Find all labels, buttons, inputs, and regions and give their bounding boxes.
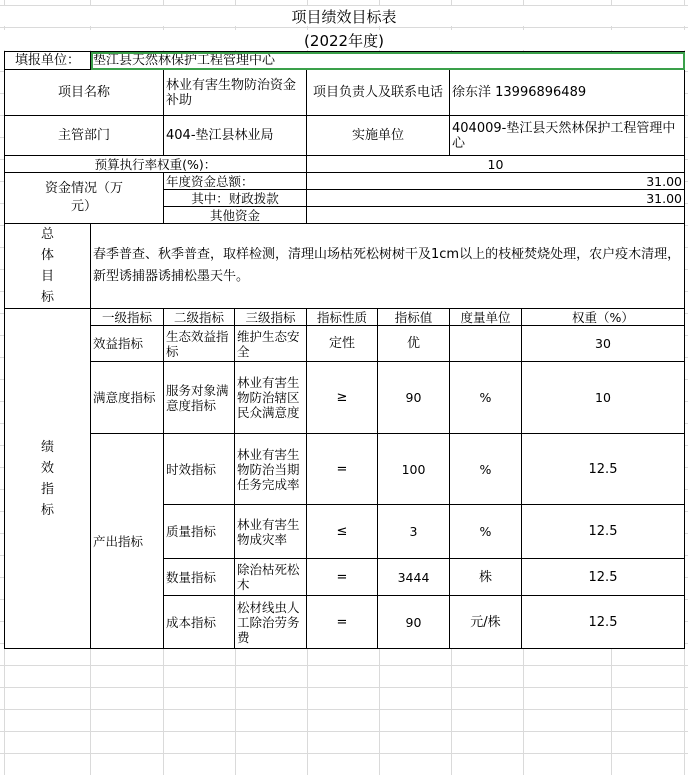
goal-label-text: 总体目标: [40, 227, 54, 305]
header-level3: 三级指标: [235, 309, 307, 326]
budget-label: 预算执行率权重(%)：: [5, 156, 307, 173]
dept-value[interactable]: 404-垫江县林业局: [164, 116, 307, 156]
grid-line: [0, 731, 688, 732]
grid-line: [0, 753, 688, 754]
perf-label: [5, 309, 91, 649]
row-weight[interactable]: 12.5: [522, 505, 685, 559]
goal-label: [5, 224, 91, 309]
row-unit[interactable]: [450, 326, 522, 362]
budget-value[interactable]: 10: [307, 156, 685, 173]
row-level2[interactable]: 质量指标: [164, 505, 235, 559]
row-weight[interactable]: 30: [522, 326, 685, 362]
unit-label: 填报单位：: [5, 52, 91, 70]
grid-line: [0, 665, 688, 666]
row-value[interactable]: 优: [378, 326, 450, 362]
funds-total-label: 年度资金总额：: [164, 173, 307, 190]
row-level3[interactable]: 松材线虫人工除治劳务费: [235, 596, 307, 649]
header-level1: 一级指标: [91, 309, 164, 326]
performance-table: [4, 51, 685, 649]
row-nature[interactable]: =: [307, 596, 378, 649]
funds-label-text: 资金情况（万元）: [44, 181, 123, 214]
row-weight[interactable]: 12.5: [522, 596, 685, 649]
row-level2[interactable]: 时效指标: [164, 434, 235, 505]
row-unit[interactable]: 株: [450, 559, 522, 596]
row-level3[interactable]: 林业有害生物成灾率: [235, 505, 307, 559]
row-nature[interactable]: =: [307, 559, 378, 596]
row-weight[interactable]: 12.5: [522, 559, 685, 596]
header-weight: 权重（%）: [522, 309, 685, 326]
row-level2[interactable]: 成本指标: [164, 596, 235, 649]
table-row: [5, 326, 685, 362]
header-unit: 度量单位: [450, 309, 522, 326]
header-value: 指标值: [378, 309, 450, 326]
header-level2: 二级指标: [164, 309, 235, 326]
grid-line: [0, 27, 688, 28]
row-level2[interactable]: 服务对象满意度指标: [164, 362, 235, 434]
row-unit[interactable]: %: [450, 434, 522, 505]
row-level1[interactable]: 效益指标: [91, 326, 164, 362]
row-nature[interactable]: ≥: [307, 362, 378, 434]
funds-label: [5, 173, 164, 224]
row-weight[interactable]: 10: [522, 362, 685, 434]
row-weight[interactable]: 12.5: [522, 434, 685, 505]
row-level3[interactable]: 除治枯死松木: [235, 559, 307, 596]
impl-value[interactable]: 404009-垫江县天然林保护工程管理中心: [450, 116, 685, 156]
row-value[interactable]: 100: [378, 434, 450, 505]
project-name-label: 项目名称: [5, 70, 164, 116]
row-level3[interactable]: 林业有害生物防治当期任务完成率: [235, 434, 307, 505]
impl-label: 实施单位: [307, 116, 450, 156]
project-owner-label: 项目负责人及联系电话: [307, 70, 450, 116]
row-level2[interactable]: 数量指标: [164, 559, 235, 596]
table-title: 项目绩效目标表: [0, 6, 688, 26]
row-nature[interactable]: =: [307, 434, 378, 505]
row-level1[interactable]: 满意度指标: [91, 362, 164, 434]
row-unit[interactable]: %: [450, 505, 522, 559]
funds-total-value[interactable]: 31.00: [307, 173, 685, 190]
row-level3[interactable]: 林业有害生物防治辖区民众满意度: [235, 362, 307, 434]
row-level1[interactable]: 产出指标: [91, 434, 164, 649]
row-level2[interactable]: 生态效益指标: [164, 326, 235, 362]
row-value[interactable]: 90: [378, 596, 450, 649]
row-level3[interactable]: 维护生态安全: [235, 326, 307, 362]
funds-fiscal-value[interactable]: 31.00: [307, 190, 685, 207]
table-row: [5, 434, 685, 505]
project-name-value[interactable]: 林业有害生物防治资金补助: [164, 70, 307, 116]
funds-other-value[interactable]: [307, 207, 685, 224]
dept-label: 主管部门: [5, 116, 164, 156]
perf-label-text: 绩效指标: [40, 439, 54, 518]
row-value[interactable]: 90: [378, 362, 450, 434]
grid-line: [0, 687, 688, 688]
project-owner-value[interactable]: 徐东洋 13996896489: [450, 70, 685, 116]
row-nature[interactable]: ≤: [307, 505, 378, 559]
funds-fiscal-label: 其中：财政拨款: [164, 190, 307, 207]
grid-line: [0, 709, 688, 710]
row-unit[interactable]: 元/株: [450, 596, 522, 649]
row-value[interactable]: 3: [378, 505, 450, 559]
row-nature[interactable]: 定性: [307, 326, 378, 362]
unit-value-cell[interactable]: 垫江县天然林保护工程管理中心: [91, 52, 685, 70]
funds-other-label: 其他资金: [164, 207, 307, 224]
row-unit[interactable]: %: [450, 362, 522, 434]
table-year: (2022年度): [0, 30, 688, 50]
table-row: [5, 362, 685, 434]
goal-text[interactable]: 春季普查、秋季普查，取样检测，清理山场枯死松树树干及1cm以上的枝桠焚烧处理，农户疫木清理，新型诱捕器诱捕松墨天牛。: [91, 224, 685, 309]
row-value[interactable]: 3444: [378, 559, 450, 596]
header-nature: 指标性质: [307, 309, 378, 326]
